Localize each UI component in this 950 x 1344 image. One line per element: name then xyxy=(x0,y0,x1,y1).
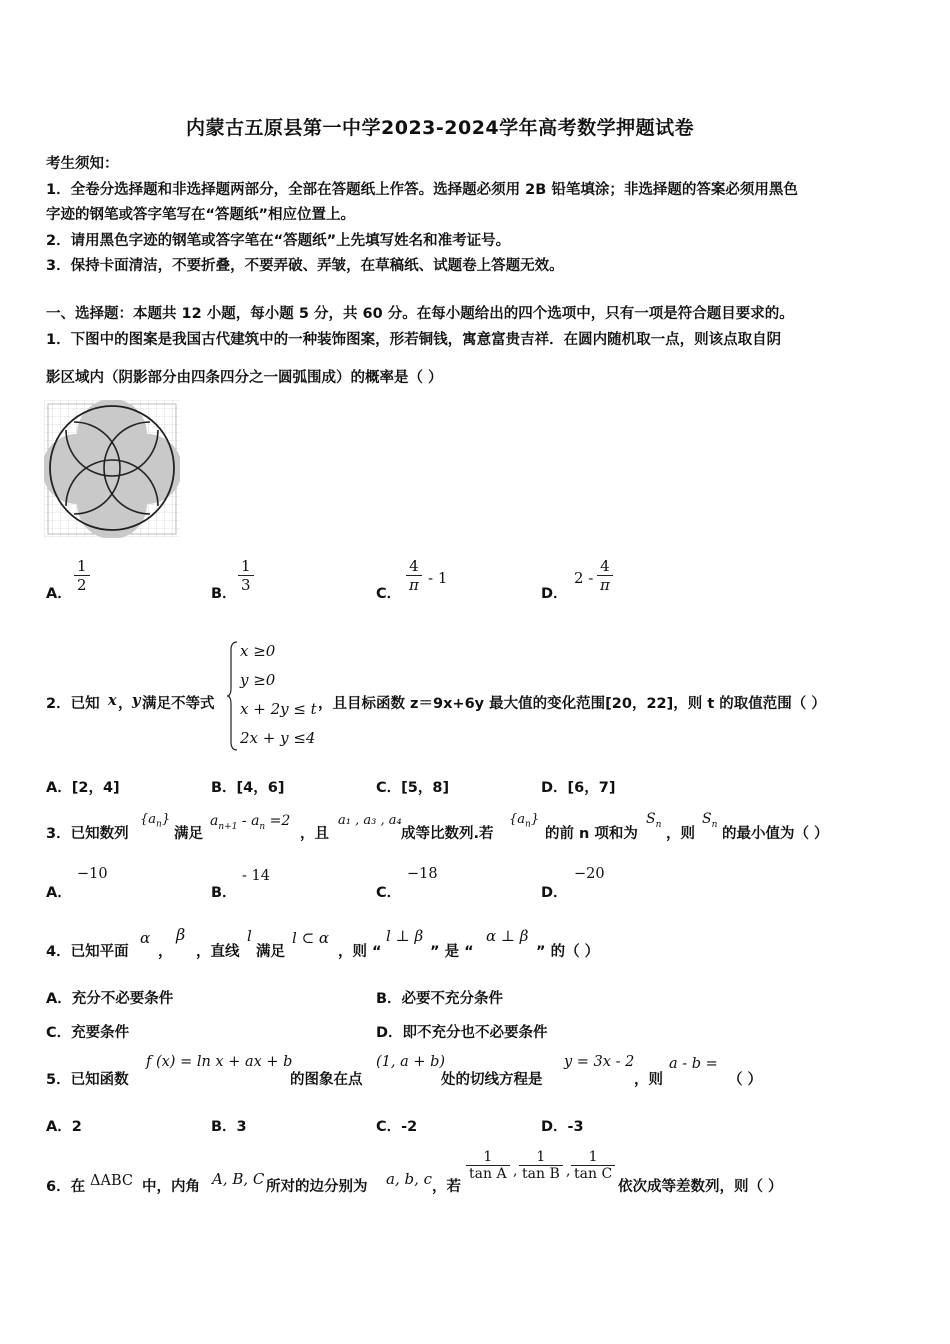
q6-f2-num: 1 xyxy=(536,1149,546,1165)
q3-p1: 3．已知数列 xyxy=(46,826,129,842)
q2-option-c: C．[5，8] xyxy=(376,780,450,796)
q1-c-denominator: π xyxy=(406,575,422,594)
q6-f3-num: 1 xyxy=(588,1149,598,1165)
q3-seq2-sub: n xyxy=(525,819,531,830)
q1-line1: 1．下图中的图案是我国古代建筑中的一种装饰图案，形若铜钱，寓意富贵吉祥．在圆内随机取一点，则该点取自阴 xyxy=(46,332,782,348)
q1-b-numerator: 1 xyxy=(241,557,251,575)
q6-sep-1: , xyxy=(513,1163,518,1179)
q3-option-d: −20 xyxy=(574,866,605,882)
q2-brace xyxy=(226,640,238,752)
q3-option-b: - 14 xyxy=(242,868,270,884)
q2-suffix: ，且目标函数 z＝9x+6y 最大值的变化范围[20，22]，则 t 的取值范围（ ） xyxy=(318,696,826,712)
q3-seq2-open: {a xyxy=(509,812,526,827)
q6-fraction-3 xyxy=(571,1149,615,1182)
q1-c-numerator: 4 xyxy=(409,557,419,575)
q6-triangle: ΔABC xyxy=(90,1173,133,1189)
page-title: 内蒙古五原县第一中学2023-2024学年高考数学押题试卷 xyxy=(186,117,695,139)
q6-f1-den: tan A xyxy=(466,1165,510,1182)
q1-option-d xyxy=(597,557,613,594)
coin-pattern-figure xyxy=(44,400,180,538)
q3-p6: ，则 xyxy=(666,826,695,842)
q1-d-denominator: π xyxy=(597,575,613,594)
q1-a-denominator: 2 xyxy=(74,575,90,594)
q3-rec-mid: - a xyxy=(237,813,260,829)
q5-p4: ，则 xyxy=(634,1072,663,1088)
q5-p5: （ ） xyxy=(728,1072,763,1088)
q3-s2-sub: n xyxy=(711,819,718,830)
q5-point: (1, a + b) xyxy=(376,1054,446,1070)
q3-rec-sub1: n+1 xyxy=(218,821,238,832)
q3-p4: 成等比数列.若 xyxy=(401,826,494,842)
q4-p3: 满足 xyxy=(256,944,285,960)
q3-rec-a: a xyxy=(210,813,219,829)
q1-option-c-label: C． xyxy=(376,586,402,602)
q3-seq-open: {a xyxy=(140,812,157,827)
q5-option-d: D．-3 xyxy=(541,1119,584,1135)
q4-l: l xyxy=(247,927,252,945)
q6-p4: ，若 xyxy=(432,1179,461,1195)
q3-option-a: −10 xyxy=(77,866,108,882)
q3-option-c-label: C． xyxy=(376,885,402,901)
q3-seq-close: } xyxy=(161,812,171,827)
q6-p1: 6．在 xyxy=(46,1179,86,1195)
q2-y: y xyxy=(132,692,141,709)
q2-constraint-1: x ≥0 xyxy=(240,642,276,660)
q3-option-b-label: B． xyxy=(211,885,237,901)
q4-option-b: B．必要不充分条件 xyxy=(376,991,504,1007)
q3-option-a-label: A． xyxy=(46,885,72,901)
q3-sum-2 xyxy=(702,811,717,830)
q5-p3: 处的切线方程是 xyxy=(441,1072,543,1088)
q4-option-d: D．即不充分也不必要条件 xyxy=(376,1025,548,1041)
q3-recurrence xyxy=(210,813,290,832)
q4-option-c: C．充要条件 xyxy=(46,1025,130,1041)
q4-p5: ” 是 “ xyxy=(430,944,474,960)
q1-option-b xyxy=(238,557,254,594)
q5-p1: 5．已知函数 xyxy=(46,1072,129,1088)
q4-option-a: A．充分不必要条件 xyxy=(46,991,174,1007)
q3-s1: S xyxy=(646,811,656,827)
q3-rec-sub2: n xyxy=(259,821,266,832)
q2-mid: 满足不等式 xyxy=(142,696,215,712)
q1-line2: 影区域内（阴影部分由四条四分之一圆弧围成）的概率是（ ） xyxy=(46,370,443,386)
q1-option-a xyxy=(74,557,90,594)
q5-tangent: y = 3x - 2 xyxy=(564,1054,635,1070)
q6-sides: a, b, c xyxy=(386,1170,433,1188)
q4-condition: l ⊂ α xyxy=(292,929,330,947)
q2-constraint-4: 2x + y ≤4 xyxy=(240,729,316,747)
q3-p5: 的前 n 项和为 xyxy=(545,826,638,842)
q1-c-rest: - 1 xyxy=(428,569,448,587)
q2-x: x xyxy=(108,692,117,709)
notice-item3: 3．保持卡面清洁，不要折叠，不要弄破、弄皱，在草稿纸、试题卷上答题无效。 xyxy=(46,258,564,274)
q4-statement-1: l ⊥ β xyxy=(386,927,424,945)
q3-p2: 满足 xyxy=(174,826,203,842)
q4-p2: ，直线 xyxy=(196,944,240,960)
q2-comma: ， xyxy=(118,696,133,712)
q3-sum-1 xyxy=(646,811,661,830)
q6-f2-den: tan B xyxy=(519,1165,563,1182)
q3-terms: a₁ , a₃ , a₄ xyxy=(338,813,402,828)
q5-expression: a - b = xyxy=(669,1056,718,1072)
q4-statement-2: α ⊥ β xyxy=(486,927,529,945)
q6-f1-num: 1 xyxy=(483,1149,493,1165)
q2-option-a: A．[2，4] xyxy=(46,780,120,796)
q3-option-d-label: D． xyxy=(541,885,568,901)
q5-p2: 的图象在点 xyxy=(290,1072,363,1088)
q1-option-b-label: B． xyxy=(211,586,237,602)
q1-b-denominator: 3 xyxy=(238,575,254,594)
q3-seq2-close: } xyxy=(530,812,540,827)
q3-p7: 的最小值为（ ） xyxy=(722,826,829,842)
q3-seq-sub: n xyxy=(156,819,162,830)
q4-alpha: α xyxy=(140,929,151,947)
q6-angles: A, B, C xyxy=(212,1170,265,1188)
q1-option-a-label: A． xyxy=(46,586,72,602)
q5-function: f (x) = ln x + ax + b xyxy=(146,1054,293,1070)
q4-p4: ，则 “ xyxy=(338,944,382,960)
q6-sep-2: , xyxy=(566,1163,571,1179)
q5-option-b: B．3 xyxy=(211,1119,247,1135)
q4-comma: ， xyxy=(158,944,173,960)
q3-rec-end: =2 xyxy=(265,813,291,829)
q2-prefix: 2．已知 xyxy=(46,696,100,712)
q1-a-numerator: 1 xyxy=(77,557,87,575)
q1-option-c xyxy=(406,557,422,594)
q4-p1: 4．已知平面 xyxy=(46,944,129,960)
q6-p5: 依次成等差数列，则（ ） xyxy=(618,1179,783,1195)
notice-item1-line1: 1．全卷分选择题和非选择题两部分，全部在答题纸上作答。选择题必须用 2B 铅笔填涂；非选择题的答案必须用黑色 xyxy=(46,182,798,198)
q5-option-c: C．-2 xyxy=(376,1119,418,1135)
section-heading: 一、选择题：本题共 12 小题，每小题 5 分，共 60 分。在每小题给出的四个选项中，只有一项是符合题目要求的。 xyxy=(46,306,794,322)
q3-s1-sub: n xyxy=(655,819,662,830)
q1-d-numerator: 4 xyxy=(600,557,610,575)
q3-p3: ，且 xyxy=(300,826,329,842)
q2-constraint-3: x + 2y ≤ t xyxy=(240,700,317,718)
q2-constraint-2: y ≥0 xyxy=(240,671,276,689)
q4-beta: β xyxy=(176,925,186,944)
q1-d-prefix: 2 - xyxy=(574,569,594,587)
q6-f3-den: tan C xyxy=(571,1165,615,1182)
q2-option-b: B．[4，6] xyxy=(211,780,285,796)
q6-p3: 所对的边分别为 xyxy=(266,1179,368,1195)
q4-p6: ” 的（ ） xyxy=(536,944,600,960)
q3-s2: S xyxy=(702,811,712,827)
q6-p2: 中，内角 xyxy=(142,1179,200,1195)
q5-option-a: A．2 xyxy=(46,1119,82,1135)
notice-item1-line2: 字迹的钢笔或答字笔写在“答题纸”相应位置上。 xyxy=(46,207,356,223)
q6-fraction-1 xyxy=(466,1149,510,1182)
q6-fraction-2 xyxy=(519,1149,563,1182)
q3-seq-2 xyxy=(509,812,539,830)
q3-option-c: −18 xyxy=(407,866,438,882)
notice-item2: 2．请用黑色字迹的钢笔或答字笔在“答题纸”上先填写姓名和准考证号。 xyxy=(46,233,511,249)
q2-option-d: D．[6，7] xyxy=(541,780,616,796)
q1-option-d-label: D． xyxy=(541,586,568,602)
notice-heading: 考生须知： xyxy=(46,156,119,172)
q3-seq-1 xyxy=(140,812,170,830)
